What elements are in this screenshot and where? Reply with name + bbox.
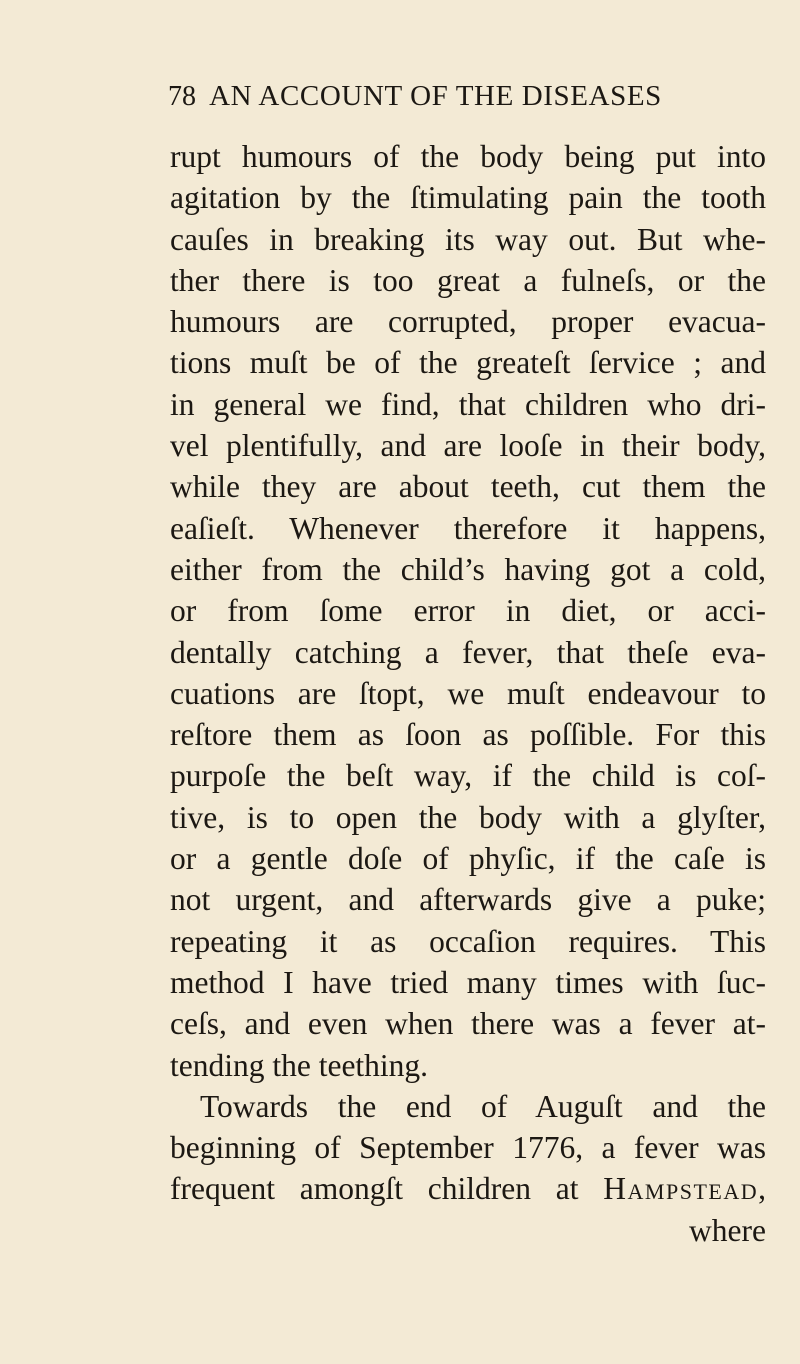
- text-fragment: ,: [758, 1171, 766, 1207]
- catchword: where: [689, 1212, 766, 1248]
- page-number: 78: [168, 81, 196, 112]
- text-line: reſtore them as ſoon as poſſible. For this: [170, 717, 766, 753]
- text-line: or from ſome error in diet, or acci-: [170, 593, 766, 629]
- paragraph-first-line: Towards the end of Auguſt and the: [200, 1088, 766, 1124]
- text-line: cuations are ſtopt, we muſt endeavour to: [170, 675, 766, 711]
- text-line: eaſieſt. Whenever therefore it happens,: [170, 510, 766, 546]
- body-text: [170, 136, 766, 1251]
- text-line: humours are corrupted, proper evacua-: [170, 304, 766, 340]
- text-line-with-place: [170, 1168, 766, 1209]
- text-line: purpoſe the beſt way, if the child is coſ-: [170, 758, 766, 794]
- text-line: tions muſt be of the greateſt ſervice ; and: [170, 345, 766, 381]
- text-line: either from the child’s having got a cold,: [170, 551, 766, 587]
- text-line: tending the teething.: [170, 1047, 429, 1083]
- text-line: while they are about teeth, cut them the: [170, 469, 766, 505]
- page-header: [168, 80, 768, 124]
- text-line: vel plentifully, and are looſe in their body,: [170, 428, 766, 464]
- text-line: method I have tried many times with ſuc-: [170, 964, 766, 1000]
- text-fragment: frequent amongſt children at: [170, 1171, 604, 1207]
- text-line: or a gentle doſe of phyſic, if the caſe is: [170, 841, 766, 877]
- text-line: cauſes in breaking its way out. But whe-: [170, 221, 766, 257]
- text-line: tive, is to open the body with a glyſter,: [170, 799, 766, 835]
- text-line: not urgent, and afterwards give a puke;: [170, 882, 766, 918]
- place-name: Hampstead: [603, 1171, 759, 1207]
- text-line: repeating it as occaſion requires. This: [170, 923, 766, 959]
- text-line: rupt humours of the body being put into: [170, 139, 766, 174]
- text-line: agitation by the ſtimulating pain the tooth: [170, 180, 766, 216]
- text-line: beginning of September 1776, a fever was: [170, 1130, 766, 1166]
- text-line: ceſs, and even when there was a fever at-: [170, 1006, 766, 1042]
- text-line: dentally catching a fever, that theſe eva-: [170, 634, 766, 670]
- text-line: ther there is too great a fulneſs, or the: [170, 262, 766, 298]
- running-head: AN ACCOUNT OF THE DISEASES: [209, 80, 662, 112]
- text-line: in general we find, that children who dri-: [170, 386, 766, 422]
